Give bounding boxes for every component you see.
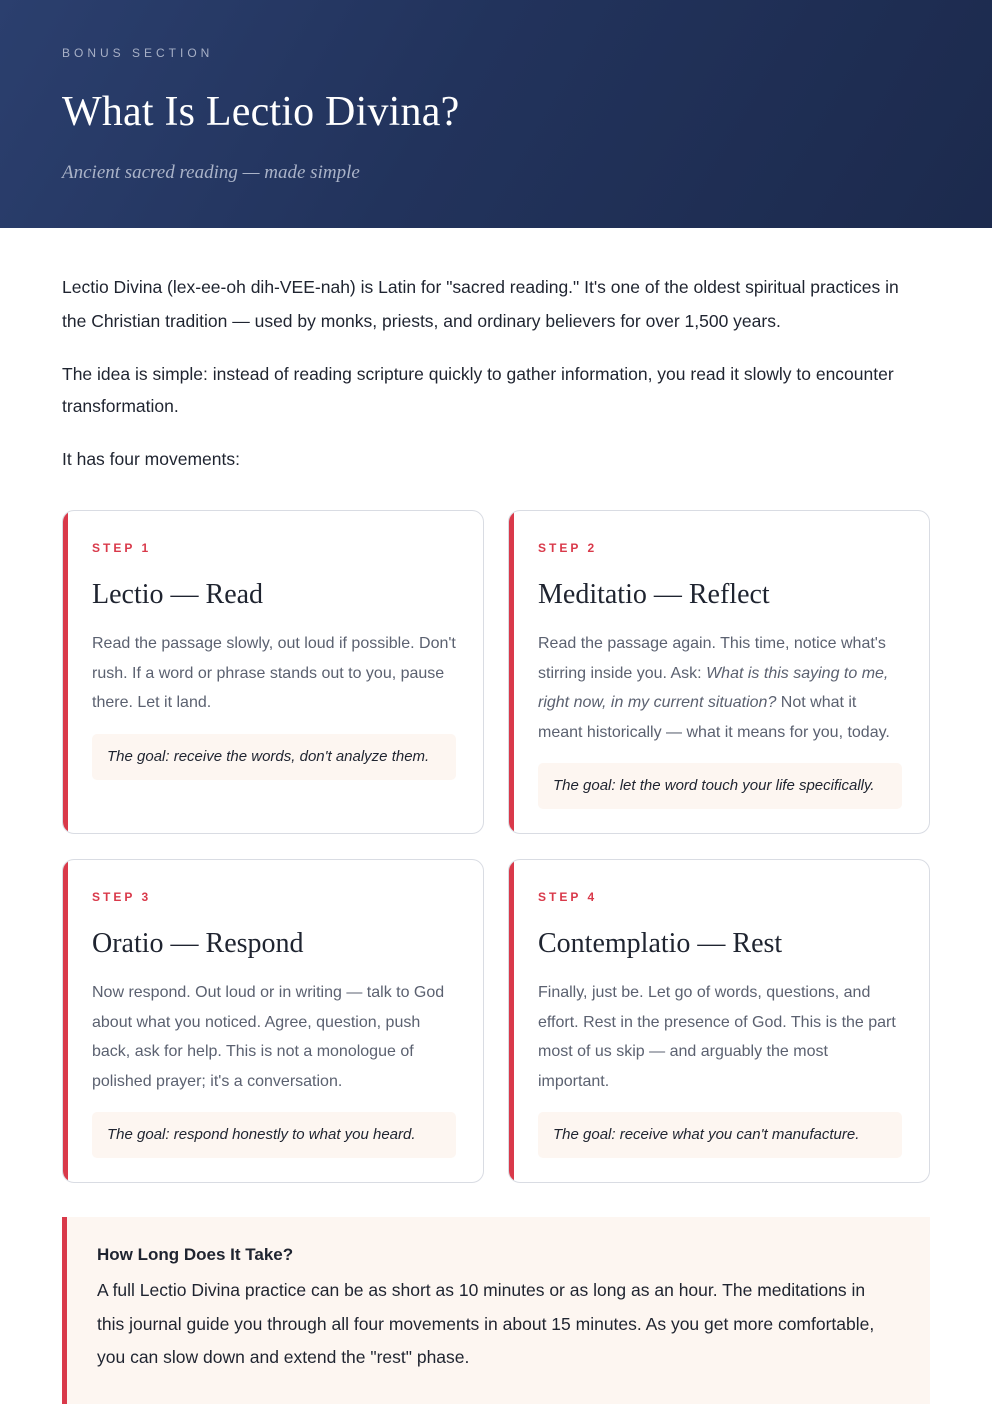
step-description-question: What is this saying to me, right now, in my current situation? [538, 664, 889, 711]
step-title: Lectio — Read [92, 579, 264, 610]
step-card-lectio [62, 510, 484, 834]
step-description: Finally, just be. Let go of words, questions, and effort. Rest in the presence of God. This is the part most of us skip — and arguably the most important. [538, 984, 896, 1090]
step-card-contemplatio [508, 859, 930, 1183]
step-title: Meditatio — Reflect [538, 579, 770, 610]
callout-body: A full Lectio Divina practice can be as short as 10 minutes or as long as an hour. The meditations in this journal guide you through all four movements in about 15 minutes. As you get more comfortable, you can slow down and extend the "rest" phase. [97, 1280, 875, 1367]
step-label: STEP 1 [92, 541, 152, 555]
step-goal: The goal: receive what you can't manufacture. [538, 1112, 902, 1158]
step-title: Oratio — Respond [92, 928, 304, 959]
step-card-oratio [62, 859, 484, 1183]
hero-header [0, 0, 992, 228]
step-goal: The goal: respond honestly to what you heard. [92, 1112, 456, 1158]
page-subtitle: Ancient sacred reading — made simple [62, 162, 360, 183]
intro-paragraph-1: Lectio Divina (lex-ee-oh dih-VEE-nah) is Latin for "sacred reading." It's one of the oldest spiritual practices in the Christian tradition — used by monks, priests, and ordinary believers for over 1,500 years. [62, 277, 899, 331]
step-description: Read the passage slowly, out loud if possible. Don't rush. If a word or phrase stands out to you, pause there. Let it land. [92, 635, 456, 711]
step-description-start: Read the passage again. This time, notice what's stirring inside you. Ask: [538, 635, 886, 682]
page-title: What Is Lectio Divina? [62, 89, 460, 135]
step-description-end: Not what it meant historically — what it means for you, today. [538, 694, 890, 741]
step-card-meditatio [508, 510, 930, 834]
step-label: STEP 2 [538, 541, 598, 555]
intro-section [62, 270, 922, 496]
duration-callout [62, 1217, 930, 1404]
intro-paragraph-3: It has four movements: [62, 449, 240, 469]
step-goal: The goal: receive the words, don't analyze them. [92, 734, 456, 780]
intro-paragraph-2: The idea is simple: instead of reading scripture quickly to gather information, you read it slowly to encounter transformation. [62, 364, 894, 416]
step-description [538, 629, 902, 747]
step-label: STEP 4 [538, 890, 598, 904]
step-label: STEP 3 [92, 890, 152, 904]
step-title: Contemplatio — Rest [538, 928, 783, 959]
section-eyebrow: BONUS SECTION [62, 46, 214, 60]
step-description: Now respond. Out loud or in writing — talk to God about what you noticed. Agree, question, push back, ask for help. This is not a monologue of polished prayer; it's a conversation. [92, 984, 445, 1090]
step-goal: The goal: let the word touch your life specifically. [538, 763, 902, 809]
callout-title: How Long Does It Take? [97, 1245, 294, 1264]
